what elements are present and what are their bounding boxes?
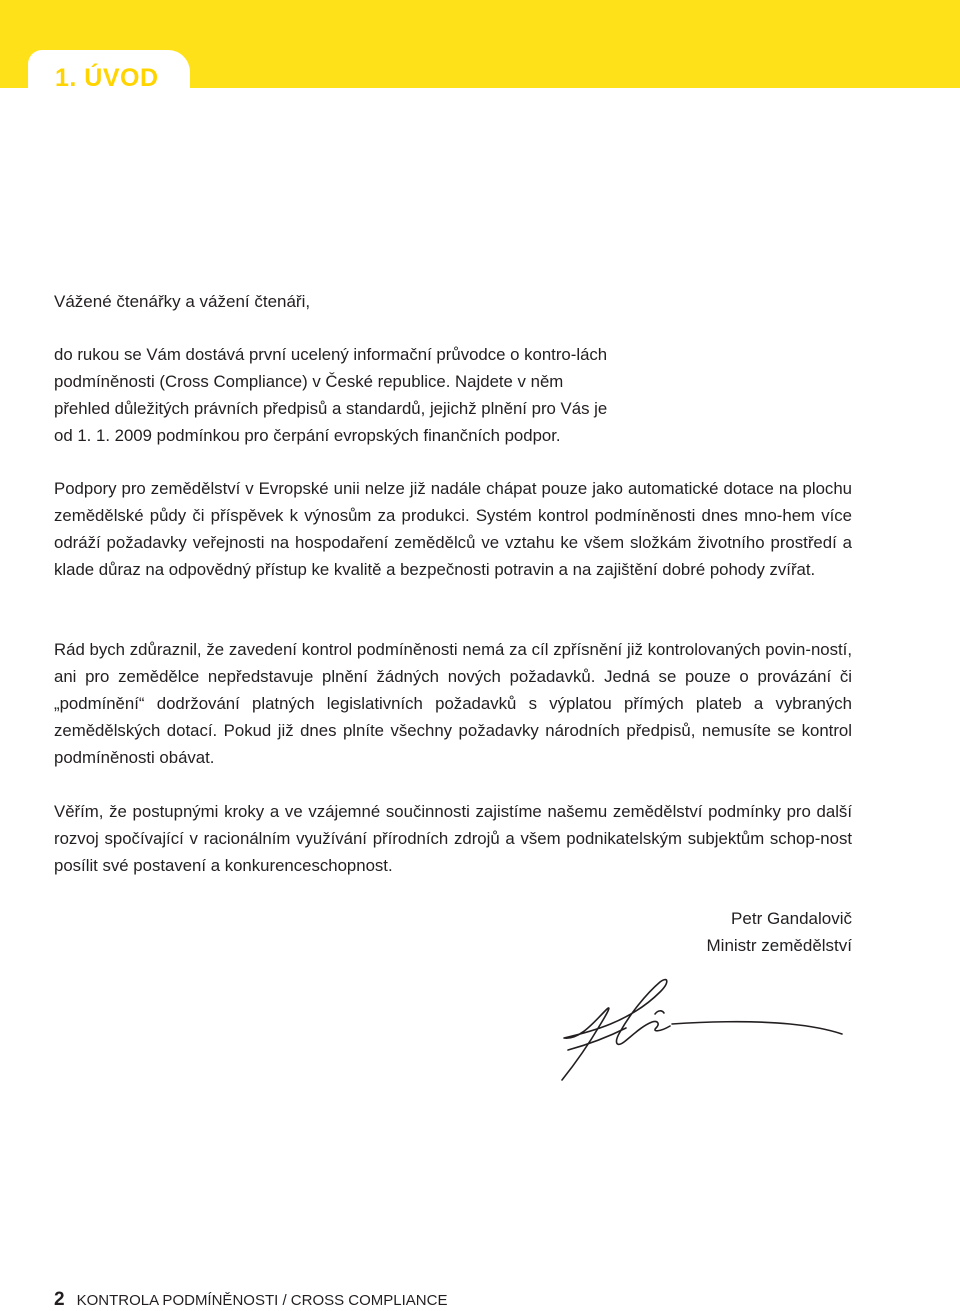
paragraph-intro: do rukou se Vám dostává první ucelený informační průvodce o kontro-lách podmíněnosti (Cross Compliance) v České republice. Najdete v něm přehled důležitých právních předpisů a standardů, jejichž plnění pro Vás je od 1. 1. 2009 podmínkou pro čerpání evropských finančních podpor. [54,345,608,445]
page-number: 2 [54,1289,65,1310]
paragraph-subsidies: Podpory pro zemědělství v Evropské unii nelze již nadále chápat pouze jako automatické dotace na plochu zemědělské půdy či příspěvek k výnosům za produkci. Systém kontrol podmíněnosti dnes mno-hem více odráží požadavky veřejnosti na hospodaření zemědělců ve vztahu ke všem složkám životního prostředí a klade důraz na odpovědný přístup ke kvalitě a bezpečnosti potravin a na zajištění dobré pohody zvířat. [54,479,852,579]
signatory-name: Petr Gandalovič [731,909,852,928]
section-title: 1. ÚVOD [55,64,159,92]
salutation: Vážené čtenářky a vážení čtenáři, [54,292,311,311]
handwritten-signature [550,970,850,1090]
page-footer [54,1290,447,1311]
signature-block [707,905,852,959]
running-title: KONTROLA PODMÍNĚNOSTI / CROSS COMPLIANCE [76,1292,448,1309]
paragraph-closing: Věřím, že postupnými kroky a ve vzájemné součinnosti zajistíme našemu zemědělství podmínky pro další rozvoj spočívající v racionálním využívání přírodních zdrojů a všem podnikatelským subjektům schop-nost posílit své postavení a konkurenceschopnost. [54,802,852,875]
signatory-title: Ministr zemědělství [706,936,852,955]
paragraph-emphasis: Rád bych zdůraznil, že zavedení kontrol podmíněnosti nemá za cíl zpřísnění již kontrolovaných povin-ností, ani pro zemědělce nepředstavuje plnění žádných nových požadavků. Jedná se pouze o provázání či „podmínění“ dodržování platných legislativních požadavků s výplatou přímých plateb a vybraných zemědělských dotací. Pokud již dnes plníte všechny požadavky národních předpisů, nemusíte se kontrol podmíněnosti obávat. [54,640,852,767]
